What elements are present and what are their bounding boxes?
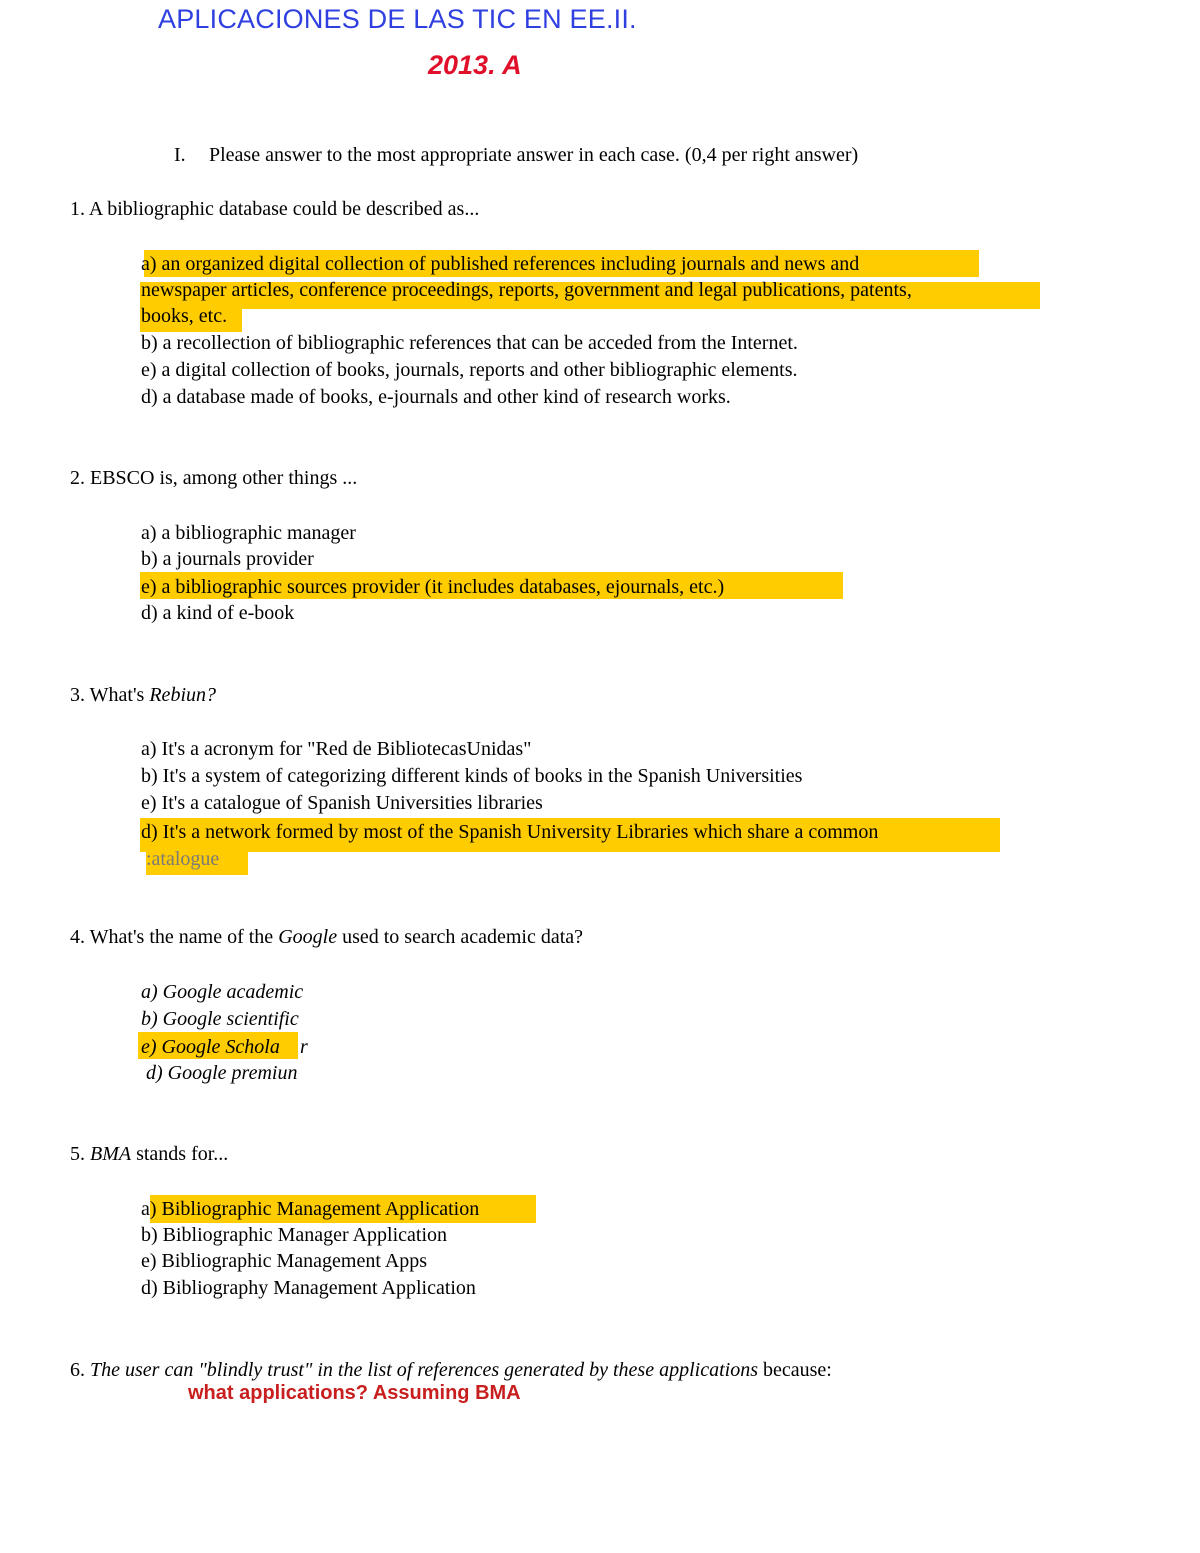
q2-option-d: d) a kind of e-book — [141, 602, 295, 624]
q2-option-c: e) a bibliographic sources provider (it includes databases, ejournals, etc.) — [141, 576, 725, 598]
q3-option-d-line2: :atalogue — [146, 848, 220, 870]
document-title: APLICACIONES DE LAS TIC EN EE.II. — [158, 4, 637, 34]
q4-option-b: b) Google scientific — [141, 1008, 299, 1030]
q3-option-a: a) It's a acronym for "Red de BibliotecasUnidas" — [141, 738, 532, 760]
q4-option-c-text: e) Google Schola — [141, 1036, 280, 1058]
annotation-note: what applications? Assuming BMA — [188, 1382, 521, 1404]
question-3-term: Rebiun? — [149, 684, 216, 706]
question-5-suffix: stands for... — [131, 1143, 229, 1165]
question-6-prefix: 6. — [70, 1359, 90, 1381]
question-5-term: BMA — [90, 1143, 132, 1165]
section-number: I. — [174, 144, 186, 166]
question-2: 2. EBSCO is, among other things ... — [70, 467, 358, 489]
question-5-prefix: 5. — [70, 1143, 90, 1165]
q1-option-a-line2: newspaper articles, conference proceedings, reports, government and legal publications, patents, — [141, 279, 912, 301]
q5-option-b: b) Bibliographic Manager Application — [141, 1224, 448, 1246]
document-year: 2013. A — [428, 50, 522, 80]
q1-option-c: e) a digital collection of books, journals, reports and other bibliographic elements. — [141, 359, 798, 381]
question-4-suffix: used to search academic data? — [337, 926, 584, 948]
q2-option-a: a) a bibliographic manager — [141, 522, 356, 544]
question-4 — [70, 925, 583, 949]
q3-option-d-line1: d) It's a network formed by most of the Spanish University Libraries which share a common — [141, 821, 879, 843]
question-1: 1. A bibliographic database could be described as... — [70, 198, 480, 220]
q2-option-b: b) a journals provider — [141, 548, 314, 570]
q1-option-a-line1: a) an organized digital collection of published references including journals and news and — [141, 253, 860, 275]
section-instruction: Please answer to the most appropriate answer in each case. (0,4 per right answer) — [209, 144, 859, 166]
q1-option-a-line3: books, etc. — [141, 305, 228, 327]
question-3 — [70, 683, 216, 707]
q4-option-d: d) Google premiun — [146, 1062, 298, 1084]
question-6-text: The user can "blindly trust" in the list of references generated by these applications — [90, 1359, 758, 1381]
q4-option-c-tail: r — [300, 1036, 308, 1058]
question-5 — [70, 1142, 228, 1166]
q1-option-b: b) a recollection of bibliographic references that can be acceded from the Internet. — [141, 332, 798, 354]
q5-option-a: a) Bibliographic Management Application — [141, 1198, 480, 1220]
q4-option-c — [141, 1035, 280, 1059]
q5-option-c: e) Bibliographic Management Apps — [141, 1250, 428, 1272]
q3-option-b: b) It's a system of categorizing different kinds of books in the Spanish Universities — [141, 765, 803, 787]
q3-option-c: e) It's a catalogue of Spanish Universities libraries — [141, 792, 543, 814]
question-6-suffix: because: — [757, 1359, 832, 1381]
q5-option-d: d) Bibliography Management Application — [141, 1277, 476, 1299]
q4-option-a: a) Google academic — [141, 981, 304, 1003]
q1-option-d: d) a database made of books, e-journals and other kind of research works. — [141, 386, 731, 408]
question-6 — [70, 1358, 832, 1382]
question-4-prefix: 4. What's the name of the — [70, 926, 279, 948]
question-3-prefix: 3. What's — [70, 684, 150, 706]
question-4-term: Google — [278, 926, 338, 948]
